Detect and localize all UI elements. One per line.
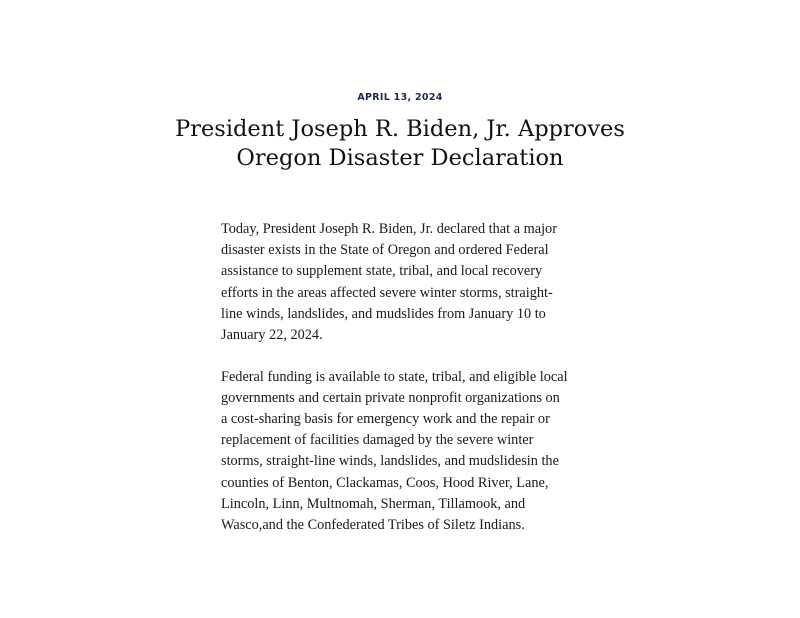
article-date: APRIL 13, 2024 <box>357 92 443 103</box>
article-paragraph-1 <box>221 219 593 346</box>
article-title-line: President Joseph R. Biden, Jr. Approves <box>175 116 625 142</box>
paragraph-line: Today, President Joseph R. Biden, Jr. declared that a major <box>221 221 557 237</box>
article-body <box>221 219 593 536</box>
paragraph-line: governments and certain private nonprofit organizations on <box>221 389 560 406</box>
article-title-line: Oregon Disaster Declaration <box>236 145 564 171</box>
paragraph-line: disaster exists in the State of Oregon and ordered Federal <box>221 242 549 259</box>
paragraph-line: a cost-sharing basis for emergency work and the repair or <box>221 411 550 428</box>
paragraph-line: efforts in the areas affected severe winter storms, straight- <box>221 284 553 301</box>
paragraph-line: Lincoln, Linn, Multnomah, Sherman, Tillamook, and <box>221 495 526 512</box>
paragraph-line: counties of Benton, Clackamas, Coos, Hood River, Lane, <box>221 474 549 491</box>
paragraph-line: Federal funding is available to state, tribal, and eligible local <box>221 368 568 385</box>
paragraph-line: storms, straight-line winds, landslides, and mudslidesin the <box>221 453 559 470</box>
article-paragraph-2 <box>221 367 593 537</box>
paragraph-line: assistance to supplement state, tribal, and local recovery <box>221 263 543 280</box>
paragraph-line: January 22, 2024. <box>221 327 323 344</box>
article-title <box>150 115 650 173</box>
paragraph-line: replacement of facilities damaged by the severe winter <box>221 432 534 449</box>
paragraph-line: Wasco,and the Confederated Tribes of Siletz Indians. <box>221 517 525 534</box>
paragraph-line: line winds, landslides, and mudslides from January 10 to <box>221 305 546 322</box>
